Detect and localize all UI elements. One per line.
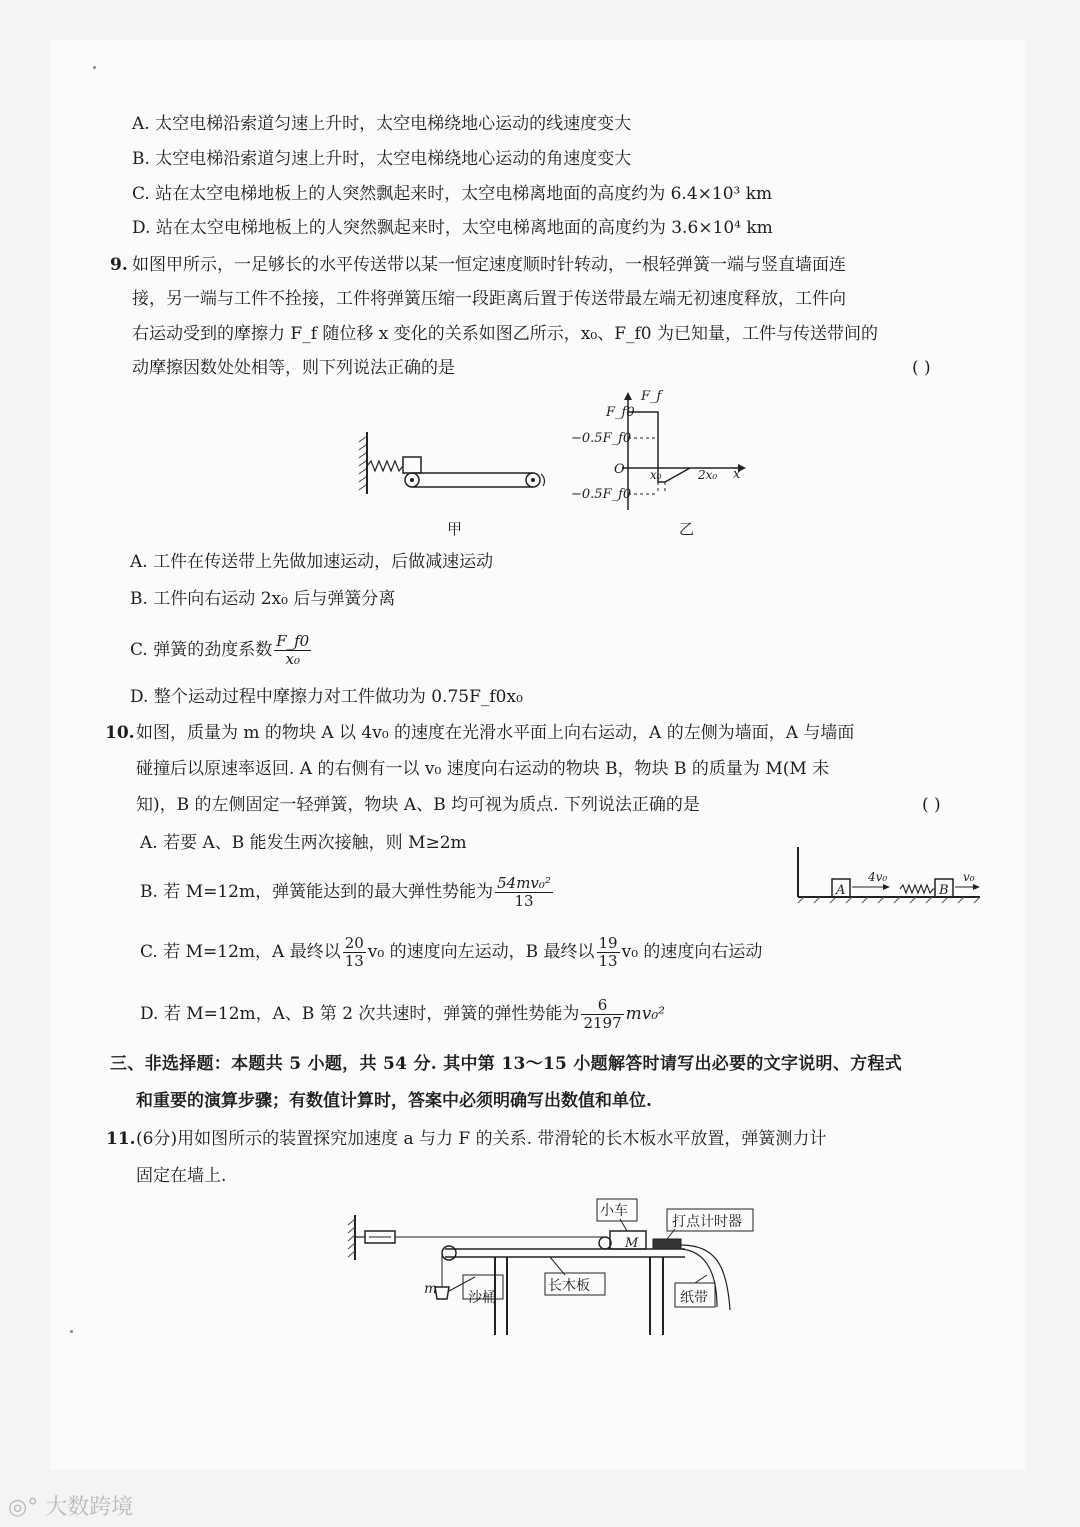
q11-label-mass-m: m <box>424 1281 438 1297</box>
q9-number: 9. <box>110 255 128 275</box>
section3-heading-line2: 和重要的演算步骤；有数值计算时，答案中必须明确写出数值和单位. <box>136 1091 652 1111</box>
q11-label-timer: 打点计时器 <box>672 1214 742 1230</box>
q10-stem-line3: 知)，B 的左侧固定一轻弹簧，物块 A、B 均可视为质点. 下列说法正确的是 <box>136 795 700 815</box>
q9-option-d: D. 整个运动过程中摩擦力对工件做功为 0.75F_f0x₀ <box>130 687 523 707</box>
q10-option-c-text2: v₀ 的速度向左运动，B 最终以 <box>367 942 595 962</box>
q9-option-c <box>130 630 313 670</box>
q11-stem-line1: (6分)用如图所示的装置探究加速度 a 与力 F 的关系. 带滑轮的长木板水平放置，弹簧测力计 <box>136 1129 827 1149</box>
q10-option-c-fraction2: $\frac{19}{13}$ <box>598 934 618 970</box>
q9-option-a: A. 工件在传送带上先做加速运动，后做减速运动 <box>130 552 494 572</box>
q9-option-c-fraction: $\frac{F\_f0}{\text{x₀}}$ <box>276 632 310 668</box>
q9-figure-yi-caption: 乙 <box>679 520 695 538</box>
scan-speck <box>70 1330 73 1333</box>
graph-label-2x0: 2x₀ <box>698 468 718 482</box>
q10-number: 10. <box>105 723 135 743</box>
q10-figure-velocity-a: 4v₀ <box>868 870 888 884</box>
q9-stem-line1: 如图甲所示，一足够长的水平传送带以某一恒定速度顺时针转动，一根轻弹簧一端与竖直墙面连 <box>132 255 846 275</box>
q9-option-c-text: C. 弹簧的劲度系数 <box>130 640 273 660</box>
q10-option-c <box>140 932 762 972</box>
q10-option-b-fraction: $\frac{\text{54mv₀²}}{13}$ <box>497 874 551 910</box>
q10-option-c-text3: v₀ 的速度向右运动 <box>621 942 763 962</box>
q10-option-c-text1: C. 若 M=12m，A 最终以 <box>140 942 341 962</box>
q9-answer-bracket: ( ) <box>912 358 931 378</box>
q10-option-b-text: B. 若 M=12m，弹簧能达到的最大弹性势能为 <box>140 882 494 902</box>
q10-stem-line1: 如图，质量为 m 的物块 A 以 4v₀ 的速度在光滑水平面上向右运动，A 的左侧为墙面，A 与墙面 <box>136 723 855 743</box>
graph-label-ff0: F_f0 <box>606 405 635 420</box>
q8-option-a: A. 太空电梯沿索道匀速上升时，太空电梯绕地心运动的线速度变大 <box>132 114 632 134</box>
q9-stem-line4: 动摩擦因数处处相等，则下列说法正确的是 <box>132 358 455 378</box>
scan-speck <box>93 66 96 69</box>
q9-option-b: B. 工件向右运动 2x₀ 后与弹簧分离 <box>130 589 396 609</box>
q9-stem-line3: 右运动受到的摩擦力 F_f 随位移 x 变化的关系如图乙所示，x₀、F_f0 为已知量，工件与传送带间的 <box>132 324 878 344</box>
section3-heading-line1: 三、非选择题：本题共 5 小题，共 54 分. 其中第 13～15 小题解答时请写出必要的文字说明、方程式 <box>110 1054 903 1074</box>
watermark-icon: ◎° <box>8 1495 46 1520</box>
q10-option-b <box>140 872 555 912</box>
q9-figure-jia <box>355 430 555 500</box>
watermark <box>8 1490 133 1521</box>
q10-figure <box>790 845 985 905</box>
graph-label-x0: x₀ <box>650 468 662 482</box>
q11-label-mass-M: M <box>625 1236 639 1251</box>
q9-figure-jia-caption: 甲 <box>447 520 463 538</box>
q10-answer-bracket: ( ) <box>922 795 941 815</box>
q10-figure-label-a: A <box>836 883 846 898</box>
graph-label-half-upper: −0.5F_f0 <box>571 431 632 446</box>
q11-label-tape: 纸带 <box>680 1290 708 1306</box>
q10-option-d-fraction: $\frac{6}{2197}$ <box>583 996 622 1032</box>
q10-option-d <box>140 994 665 1034</box>
q11-number: 11. <box>106 1129 136 1149</box>
q11-label-bucket: 沙桶 <box>468 1290 496 1306</box>
graph-label-half-lower: −0.5F_f0 <box>571 487 632 502</box>
q10-figure-label-b: B <box>939 883 949 898</box>
q10-option-d-text: D. 若 M=12m，A、B 第 2 次共速时，弹簧的弹性势能为 <box>140 1004 580 1024</box>
q11-label-board: 长木板 <box>548 1278 590 1294</box>
q8-option-c: C. 站在太空电梯地板上的人突然飘起来时，太空电梯离地面的高度约为 6.4×10³ km <box>132 184 773 204</box>
q8-option-d: D. 站在太空电梯地板上的人突然飘起来时，太空电梯离地面的高度约为 3.6×10⁴ km <box>132 218 773 238</box>
graph-y-axis-label: F_f <box>641 389 662 404</box>
q10-stem-line2: 碰撞后以原速率返回. A 的右侧有一以 v₀ 速度向右运动的物块 B，物块 B 的质量为 M(M 未 <box>136 759 830 779</box>
q10-figure-velocity-b: v₀ <box>963 870 975 884</box>
timer <box>653 1239 681 1249</box>
q9-stem-line2: 接，另一端与工件不拴接，工件将弹簧压缩一段距离后置于传送带最左端无初速度释放，工件向 <box>132 289 846 309</box>
q10-option-c-fraction1: $\frac{20}{13}$ <box>344 934 364 970</box>
q11-stem-line2: 固定在墙上. <box>136 1166 227 1186</box>
q11-label-cart: 小车 <box>600 1203 628 1219</box>
graph-negative-segment <box>658 468 690 482</box>
q10-option-d-unit: mv₀² <box>625 1004 665 1024</box>
q8-option-b: B. 太空电梯沿索道匀速上升时，太空电梯绕地心运动的角速度变大 <box>132 149 632 169</box>
graph-origin-label: O <box>614 462 625 477</box>
q10-option-a: A. 若要 A、B 能发生两次接触，则 M≥2m <box>140 833 467 853</box>
graph-x-axis-label: x <box>733 467 741 482</box>
watermark-text: 大数跨境 <box>45 1495 134 1520</box>
